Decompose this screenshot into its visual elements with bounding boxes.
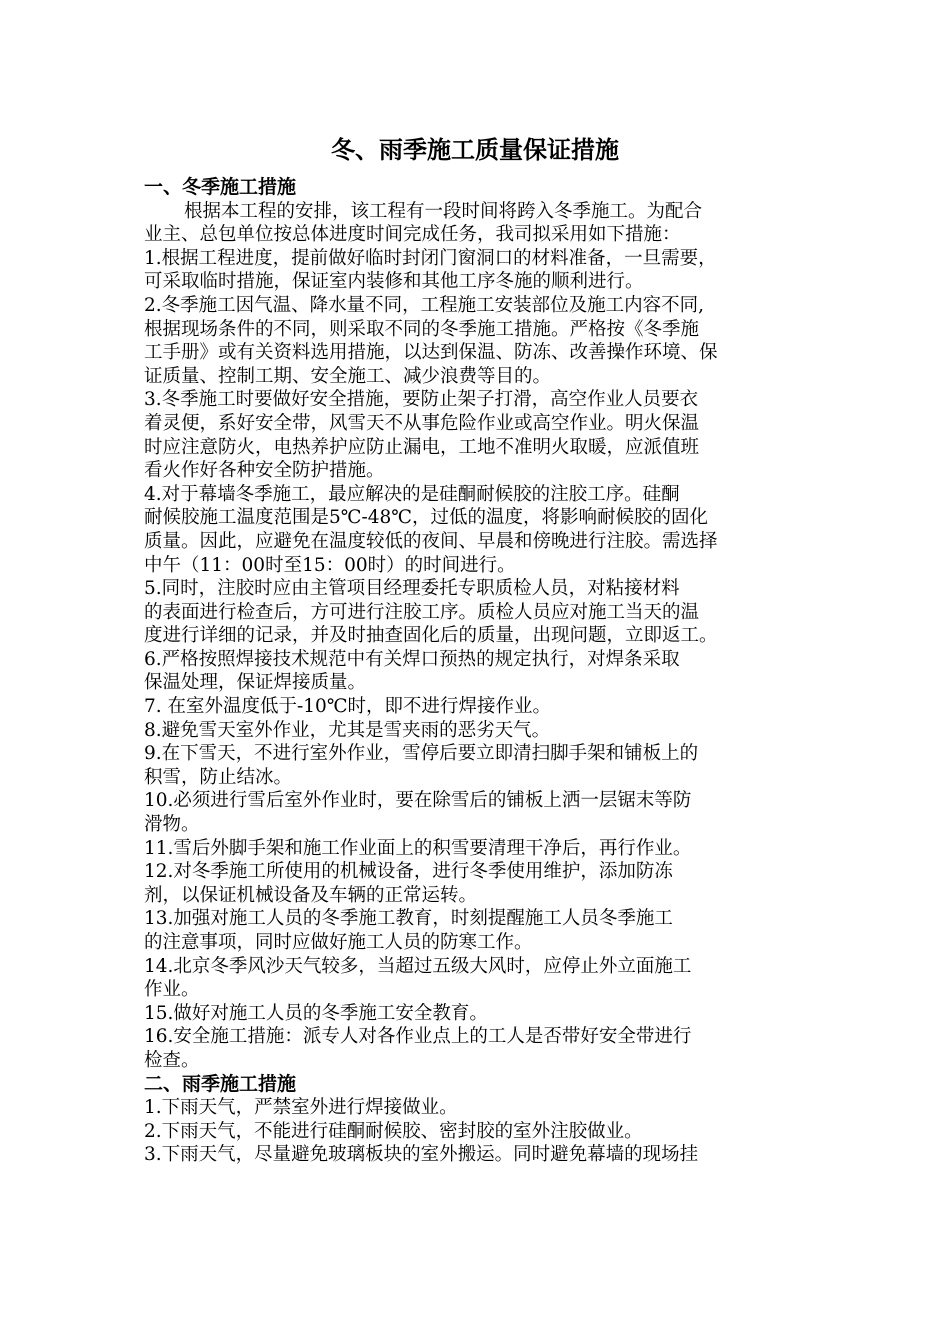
paragraph-line: 14.北京冬季风沙天气较多，当超过五级大风时，应停止外立面施工	[144, 955, 692, 977]
paragraph-line: 耐候胶施工温度范围是5℃-48℃，过低的温度，将影响耐候胶的固化	[144, 507, 708, 529]
paragraph-line: 12.对冬季施工所使用的机械设备，进行冬季使用维护，添加防冻	[144, 861, 673, 883]
paragraph-line: 业主、总包单位按总体进度时间完成任务，我司拟采用如下措施：	[144, 224, 681, 246]
paragraph-line: 滑物。	[144, 814, 200, 836]
paragraph-line: 积雪，防止结冰。	[144, 766, 293, 788]
document-body	[144, 176, 824, 1167]
paragraph-line: 看火作好各种安全防护措施。	[144, 460, 385, 482]
paragraph-line: 2.冬季施工因气温、降水量不同，工程施工安装部位及施工内容不同,	[144, 294, 705, 316]
paragraph-line: 10.必须进行雪后室外作业时，要在除雪后的铺板上洒一层锯末等防	[144, 790, 692, 812]
paragraph-line: 11.雪后外脚手架和施工作业面上的积雪要清理干净后，再行作业。	[144, 837, 692, 859]
paragraph-line: 的表面进行检查后，方可进行注胶工序。质检人员应对施工当天的温	[144, 601, 700, 623]
paragraph-line: 可采取临时措施，保证室内装修和其他工序冬施的顺利进行。	[144, 271, 644, 293]
paragraph-line: 6.严格按照焊接技术规范中有关焊口预热的规定执行，对焊条采取	[144, 648, 680, 670]
paragraph-line: 剂，以保证机械设备及车辆的正常运转。	[144, 884, 478, 906]
paragraph-line: 7. 在室外温度低于-10℃时，即不进行焊接作业。	[144, 696, 552, 718]
paragraph-line: 1.下雨天气，严禁室外进行焊接做业。	[144, 1097, 458, 1119]
paragraph-line: 时应注意防火，电热养护应防止漏电，工地不准明火取暖，应派值班	[144, 436, 700, 458]
paragraph-line: 根据现场条件的不同，则采取不同的冬季施工措施。严格按《冬季施	[144, 318, 700, 340]
paragraph-line: 16.安全施工措施：派专人对各作业点上的工人是否带好安全带进行	[144, 1026, 692, 1048]
section-heading-rain: 二、雨季施工措施	[144, 1072, 297, 1095]
paragraph-line: 3.下雨天气，尽量避免玻璃板块的室外搬运。同时避免幕墙的现场挂	[144, 1144, 699, 1166]
paragraph-line: 9.在下雪天，不进行室外作业，雪停后要立即清扫脚手架和铺板上的	[144, 743, 699, 765]
paragraph-line: 保温处理，保证焊接质量。	[144, 672, 367, 694]
paragraph-line: 的注意事项，同时应做好施工人员的防寒工作。	[144, 932, 533, 953]
paragraph-line: 工手册》或有关资料选用措施，以达到保温、防冻、改善操作环境、保	[144, 342, 718, 364]
paragraph-line: 2.下雨天气，不能进行硅酮耐候胶、密封胶的室外注胶做业。	[144, 1120, 643, 1142]
paragraph-line: 15.做好对施工人员的冬季施工安全教育。	[144, 1002, 488, 1024]
paragraph-line: 作业。	[144, 979, 200, 1001]
paragraph-line: 根据本工程的安排，该工程有一段时间将跨入冬季施工。为配合	[184, 200, 703, 222]
paragraph-line: 5.同时，注胶时应由主管项目经理委托专职质检人员，对粘接材料	[144, 578, 680, 600]
paragraph-line: 中午（11：00时至15：00时）的时间进行。	[144, 554, 516, 576]
paragraph-line: 质量。因此，应避免在温度较低的夜间、早晨和傍晚进行注胶。需选择	[144, 530, 718, 552]
section-heading-winter: 一、冬季施工措施	[144, 176, 297, 198]
paragraph-line: 3.冬季施工时要做好安全措施，要防止架子打滑，高空作业人员要衣	[144, 389, 699, 411]
paragraph-line: 1.根据工程进度，提前做好临时封闭门窗洞口的材料准备，一旦需要，	[144, 247, 717, 269]
paragraph-line: 8.避免雪天室外作业，尤其是雪夹雨的恶劣天气。	[144, 719, 551, 741]
paragraph-line: 着灵便，系好安全带，风雪天不从事危险作业或高空作业。明火保温	[144, 412, 700, 434]
paragraph-line: 13.加强对施工人员的冬季施工教育，时刻提醒施工人员冬季施工	[144, 908, 673, 930]
paragraph-line: 检查。	[144, 1049, 200, 1071]
paragraph-line: 证质量、控制工期、安全施工、减少浪费等目的。	[144, 365, 552, 387]
paragraph-line: 4.对于幕墙冬季施工，最应解决的是硅酮耐候胶的注胶工序。硅酮	[144, 483, 680, 505]
document-title: 冬、雨季施工质量保证措施	[331, 136, 619, 164]
paragraph-line: 度进行详细的记录，并及时抽查固化后的质量，出现问题，立即返工。	[144, 625, 718, 647]
